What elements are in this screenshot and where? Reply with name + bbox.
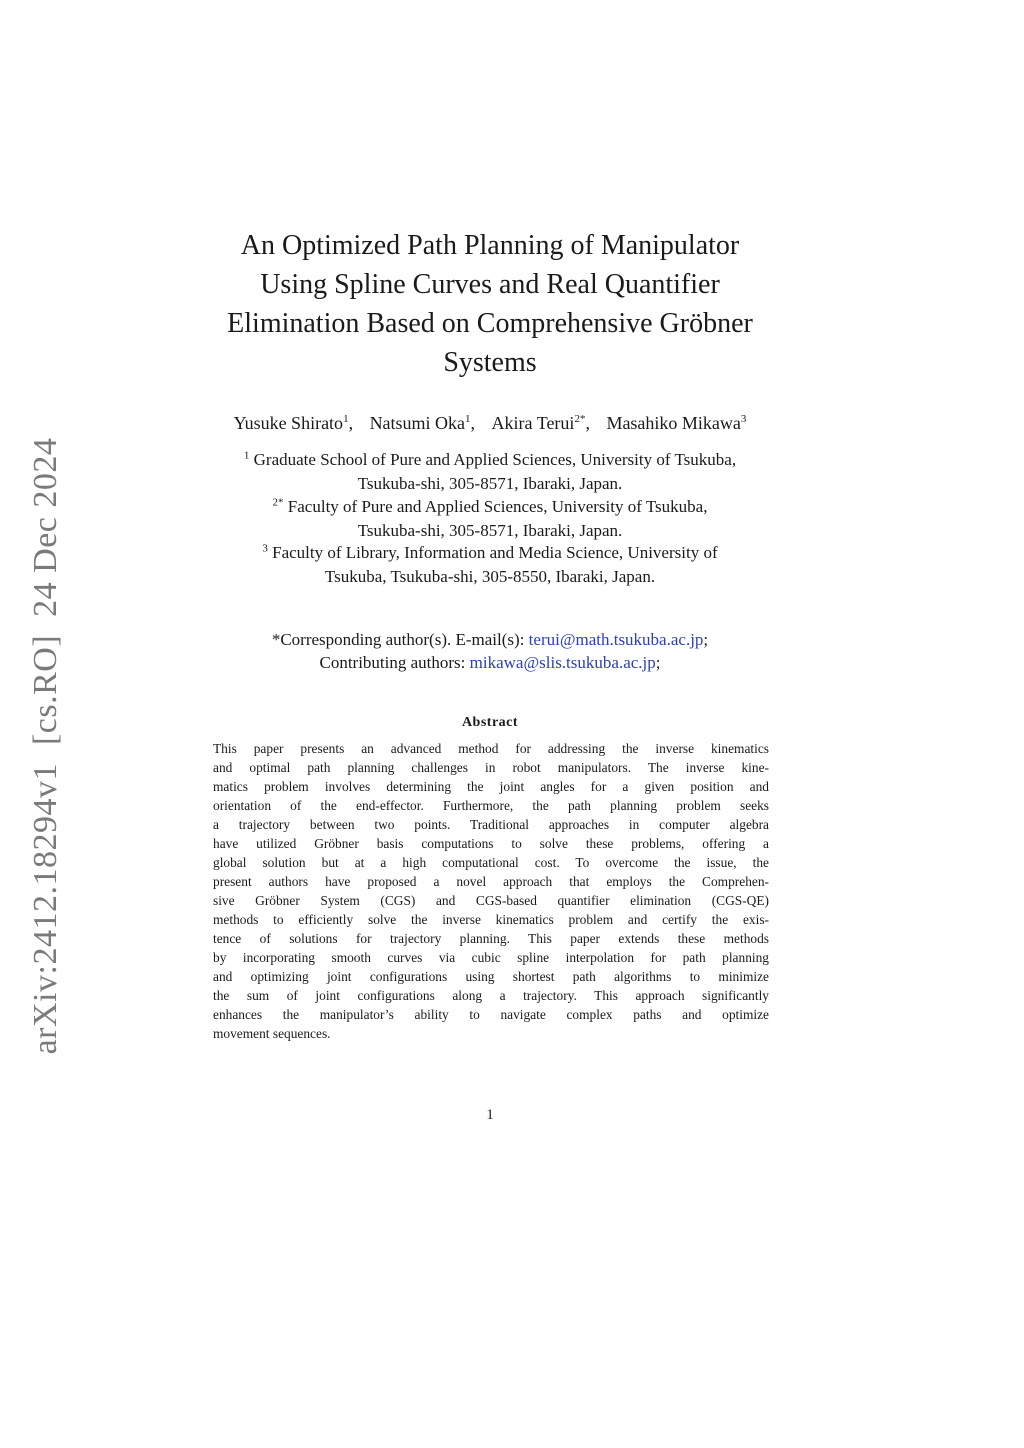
corresponding-label: *Corresponding author(s). E-mail(s): <box>271 630 529 649</box>
affiliation-mark: 2* <box>272 496 284 509</box>
author-affiliation-mark: 2* <box>574 413 586 425</box>
affiliation-line: Faculty of Pure and Applied Sciences, University of Tsukuba, <box>287 497 708 516</box>
affiliation-line: Tsukuba-shi, 305-8571, Ibaraki, Japan. <box>357 520 623 540</box>
author-name: Masahiko Mikawa <box>606 413 741 433</box>
abstract-heading: Abstract <box>461 715 519 730</box>
affiliation-line: Faculty of Library, Information and Media Science, University of <box>272 543 718 562</box>
title-line: Systems <box>443 347 537 378</box>
arxiv-identifier <box>27 438 65 1055</box>
abstract-line: This paper presents an advanced method for addressing the inverse kinematics <box>213 741 769 756</box>
author-affiliation-mark: 1 <box>343 413 349 425</box>
corresponding-email-link[interactable]: terui@math.tsukuba.ac.jp <box>528 630 704 649</box>
affiliation <box>170 495 810 542</box>
author-name: Yusuke Shirato <box>233 413 344 433</box>
abstract-line: methods to efficiently solve the inverse kinematics problem and certify the exis- <box>213 912 769 927</box>
separator: ; <box>703 630 709 649</box>
correspondence-block <box>150 628 830 674</box>
abstract-line: by incorporating smooth curves via cubic spline interpolation for path planning <box>213 950 769 965</box>
title-line: An Optimized Path Planning of Manipulator <box>240 230 740 261</box>
author: Akira Terui$^{2*}$, <box>491 413 590 433</box>
affiliation-mark: 1 <box>243 449 250 462</box>
abstract-body <box>213 739 769 1043</box>
abstract-line: present authors have proposed a novel approach that employs the Comprehen- <box>213 874 769 889</box>
author <box>606 413 746 433</box>
abstract-line: movement sequences. <box>213 1026 331 1041</box>
affiliation-mark: 3 <box>262 542 268 555</box>
contributing-label: Contributing authors: <box>319 653 470 672</box>
abstract-line: sive Gröbner System (CGS) and CGS-based quantifier elimination (CGS-QE) <box>213 893 769 908</box>
abstract-line: have utilized Gröbner basis computations to solve these problems, offering a <box>213 836 769 851</box>
arxiv-category: [cs.RO] <box>27 634 64 746</box>
author-list <box>150 410 830 436</box>
page-number: 1 <box>486 1107 494 1123</box>
abstract-line: enhances the manipulator’s ability to navigate complex paths and optimize <box>213 1007 769 1022</box>
abstract-line: matics problem involves determining the joint angles for a given position and <box>213 779 769 794</box>
abstract-line: orientation of the end-effector. Furthermore, the path planning problem seeks <box>213 798 769 813</box>
affiliation <box>170 448 810 495</box>
affiliation-line: Graduate School of Pure and Applied Sciences, University of Tsukuba, <box>253 450 737 469</box>
abstract-line: and optimizing joint configurations using shortest path algorithms to minimize <box>213 969 769 984</box>
author-affiliation-mark: 3 <box>740 413 747 425</box>
author-affiliation-mark: 1 <box>465 413 471 425</box>
author: Yusuke Shirato$^1$, <box>233 413 354 433</box>
abstract-line: a trajectory between two points. Traditional approaches in computer algebra <box>213 817 769 832</box>
separator: ; <box>655 653 661 672</box>
abstract-line: global solution but at a high computational cost. To overcome the issue, the <box>213 855 769 870</box>
title-line: Elimination Based on Comprehensive Gröbner <box>227 308 753 339</box>
author-name: Akira Terui <box>491 413 575 433</box>
abstract-line: tence of solutions for trajectory planning. This paper extends these methods <box>213 931 769 946</box>
affiliation-line: Tsukuba-shi, 305-8571, Ibaraki, Japan. <box>357 473 623 493</box>
paper-title <box>200 226 780 382</box>
affiliation <box>170 541 810 588</box>
contributing-email-link[interactable]: mikawa@slis.tsukuba.ac.jp <box>469 653 656 672</box>
abstract-line: the sum of joint configurations along a trajectory. This approach significantly <box>213 988 769 1003</box>
author: Natsumi Oka$^1$, <box>369 413 476 433</box>
arxiv-id: arXiv:2412.18294v1 <box>27 763 64 1055</box>
arxiv-date: 24 Dec 2024 <box>27 437 64 617</box>
title-line: Using Spline Curves and Real Quantifier <box>260 269 720 300</box>
affiliation-line: Tsukuba, Tsukuba-shi, 305-8550, Ibaraki, Japan. <box>324 566 656 586</box>
abstract-line: and optimal path planning challenges in robot manipulators. The inverse kine- <box>213 760 769 775</box>
author-name: Natsumi Oka <box>369 413 466 433</box>
